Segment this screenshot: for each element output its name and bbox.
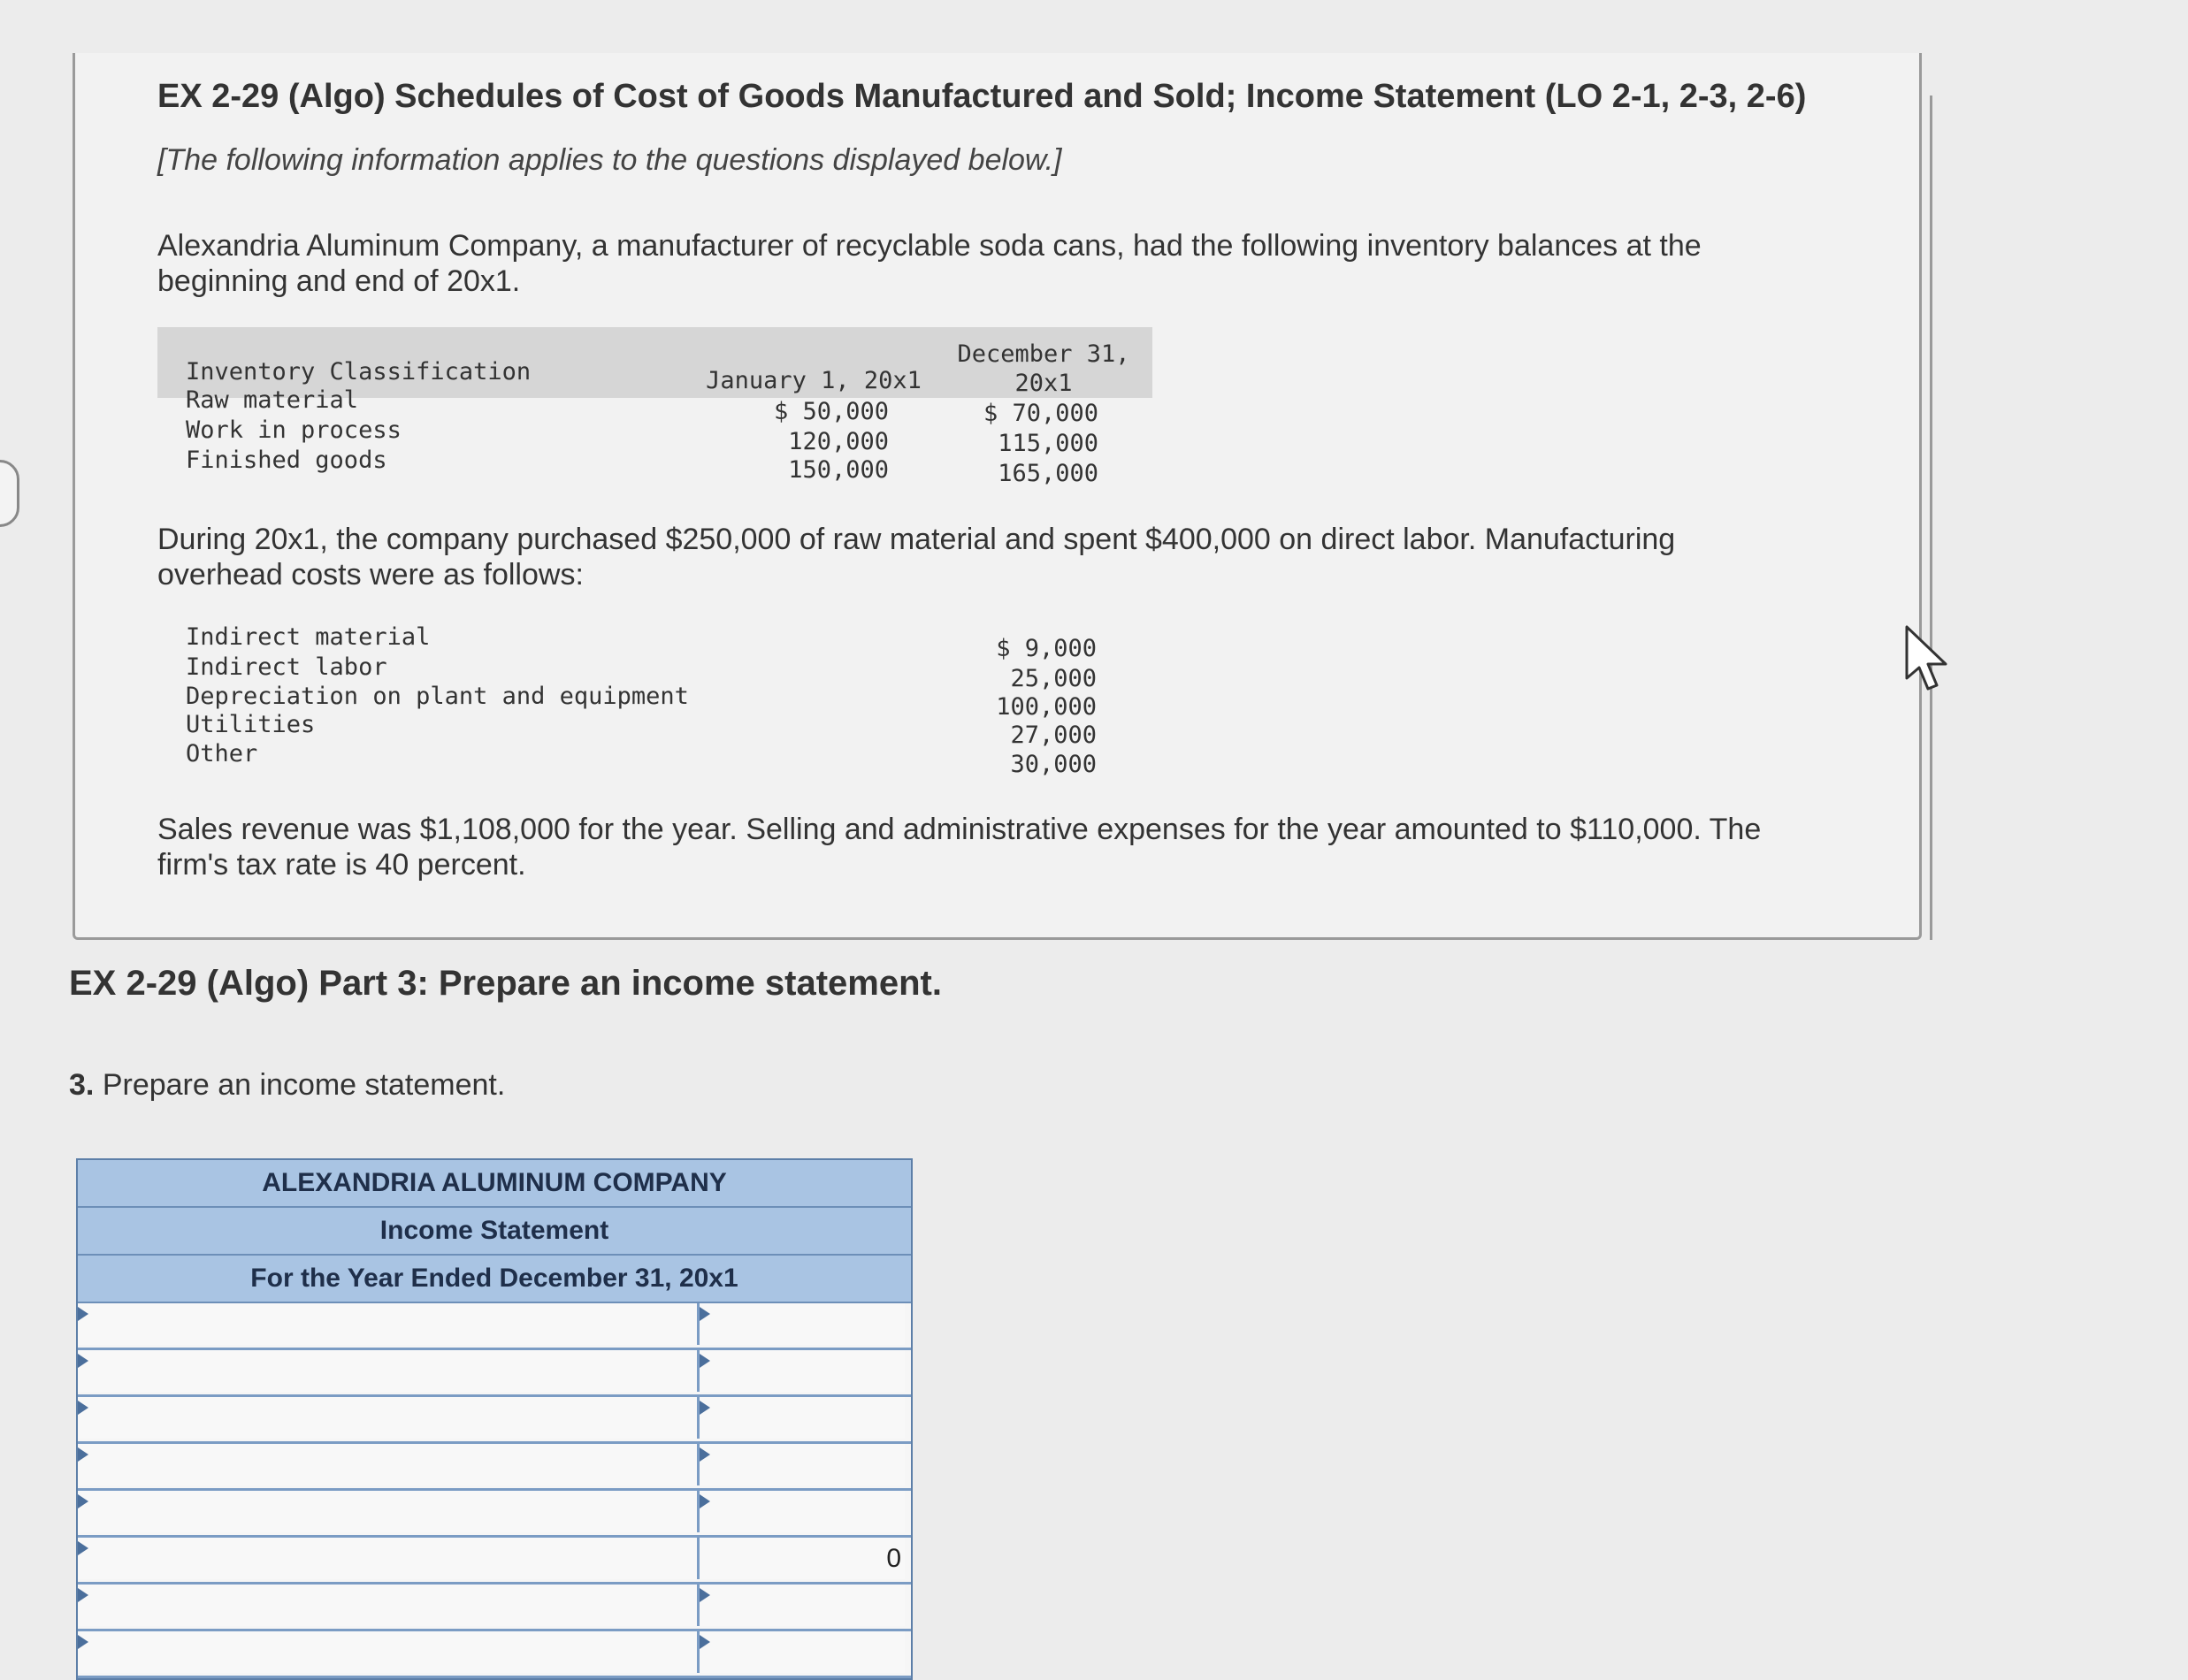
overhead-label: Indirect labor: [186, 653, 387, 681]
dropdown-arrow-icon: [700, 1447, 710, 1462]
line-item-dropdown[interactable]: [78, 1303, 700, 1345]
line-item-dropdown[interactable]: [78, 1350, 700, 1392]
overhead-label: Other: [186, 740, 258, 767]
amount-input[interactable]: [700, 1491, 905, 1532]
overhead-value: 27,000: [1010, 722, 1097, 749]
part-title: EX 2-29 (Algo) Part 3: Prepare an income statement.: [69, 964, 942, 1003]
statement-row: [78, 1631, 911, 1678]
line-item-dropdown[interactable]: [78, 1538, 700, 1579]
inventory-row-label: Finished goods: [186, 447, 387, 474]
info-note: [The following information applies to the questions displayed below.]: [157, 143, 1062, 177]
statement-row: [78, 1444, 911, 1491]
amount-input[interactable]: [700, 1631, 905, 1673]
inventory-row-dec: 115,000: [998, 430, 1098, 457]
line-item-dropdown[interactable]: [78, 1444, 700, 1485]
line-item-dropdown[interactable]: [78, 1631, 700, 1673]
mouse-pointer-icon: [1901, 623, 1955, 694]
overhead-value: 25,000: [1010, 665, 1097, 692]
dropdown-arrow-icon: [700, 1354, 710, 1368]
overhead-value: $ 9,000: [996, 635, 1097, 662]
statement-period: For the Year Ended December 31, 20x1: [78, 1256, 911, 1303]
statement-row: [78, 1350, 911, 1397]
amount-input[interactable]: [700, 1444, 905, 1485]
sales-paragraph: Sales revenue was $1,108,000 for the year. Selling and administrative expenses for the year amounted to $110,000. The firm's tax rate is 40 percent.: [157, 813, 1762, 882]
overhead-value: 30,000: [1010, 751, 1097, 778]
dropdown-arrow-icon: [78, 1635, 88, 1649]
amount-input[interactable]: [700, 1585, 905, 1626]
dropdown-arrow-icon: [78, 1354, 88, 1368]
inventory-row-label: Raw material: [186, 386, 359, 414]
statement-row: [78, 1303, 911, 1350]
dropdown-arrow-icon: [78, 1401, 88, 1415]
line-item-dropdown[interactable]: [78, 1491, 700, 1532]
overhead-label: Depreciation on plant and equipment: [186, 683, 689, 710]
question-text: Prepare an income statement.: [102, 1068, 506, 1102]
dropdown-arrow-icon: [78, 1588, 88, 1602]
question: [69, 1068, 505, 1103]
inventory-row-jan: $ 50,000: [773, 398, 889, 425]
panel-border: [1930, 95, 1932, 940]
inventory-row-label: Work in process: [186, 416, 402, 444]
dropdown-arrow-icon: [700, 1307, 710, 1321]
question-number: 3.: [69, 1068, 95, 1102]
line-item-dropdown[interactable]: [78, 1585, 700, 1626]
statement-row: [78, 1491, 911, 1538]
statement-name: Income Statement: [78, 1208, 911, 1256]
dropdown-arrow-icon: [700, 1401, 710, 1415]
inventory-col-dec-line1: December 31,: [957, 340, 1130, 368]
dropdown-arrow-icon: [78, 1541, 88, 1555]
overhead-label: Utilities: [186, 711, 316, 738]
inventory-row-jan: 120,000: [788, 428, 889, 455]
intro-paragraph: Alexandria Aluminum Company, a manufacturer of recyclable soda cans, had the following inventory balances at the beginning and end of 20x1.: [157, 229, 1702, 298]
dropdown-arrow-icon: [78, 1494, 88, 1508]
dropdown-arrow-icon: [700, 1588, 710, 1602]
dropdown-arrow-icon: [78, 1307, 88, 1321]
inventory-col-label: Inventory Classification: [186, 358, 532, 386]
statement-row: [78, 1538, 911, 1585]
income-statement-table: [76, 1158, 913, 1680]
overhead-value: 100,000: [996, 693, 1097, 721]
amount-input[interactable]: [700, 1303, 905, 1345]
amount-input[interactable]: [700, 1350, 905, 1392]
purchases-paragraph: During 20x1, the company purchased $250,000 of raw material and spent $400,000 on direct labor. Manufacturing overhead costs were as follows:: [157, 523, 1676, 592]
inventory-col-dec-line2: 20x1: [1014, 370, 1073, 397]
overhead-label: Indirect material: [186, 623, 431, 651]
statement-company: ALEXANDRIA ALUMINUM COMPANY: [78, 1160, 911, 1208]
inventory-row-jan: 150,000: [788, 456, 889, 484]
dropdown-arrow-icon: [78, 1447, 88, 1462]
line-item-dropdown[interactable]: [78, 1397, 700, 1439]
inventory-col-jan: January 1, 20x1: [706, 367, 922, 394]
side-panel-tab[interactable]: [0, 460, 19, 527]
problem-heading: EX 2-29 (Algo) Schedules of Cost of Goods Manufactured and Sold; Income Statement (LO 2-1, 2-3, 2-6): [157, 78, 1807, 115]
inventory-row-dec: $ 70,000: [983, 400, 1098, 427]
info-panel: [73, 53, 1922, 940]
statement-row: [78, 1585, 911, 1631]
dropdown-arrow-icon: [700, 1494, 710, 1508]
amount-input[interactable]: 0: [700, 1538, 905, 1579]
amount-input[interactable]: [700, 1397, 905, 1439]
inventory-row-dec: 165,000: [998, 460, 1098, 487]
statement-row: [78, 1397, 911, 1444]
dropdown-arrow-icon: [700, 1635, 710, 1649]
